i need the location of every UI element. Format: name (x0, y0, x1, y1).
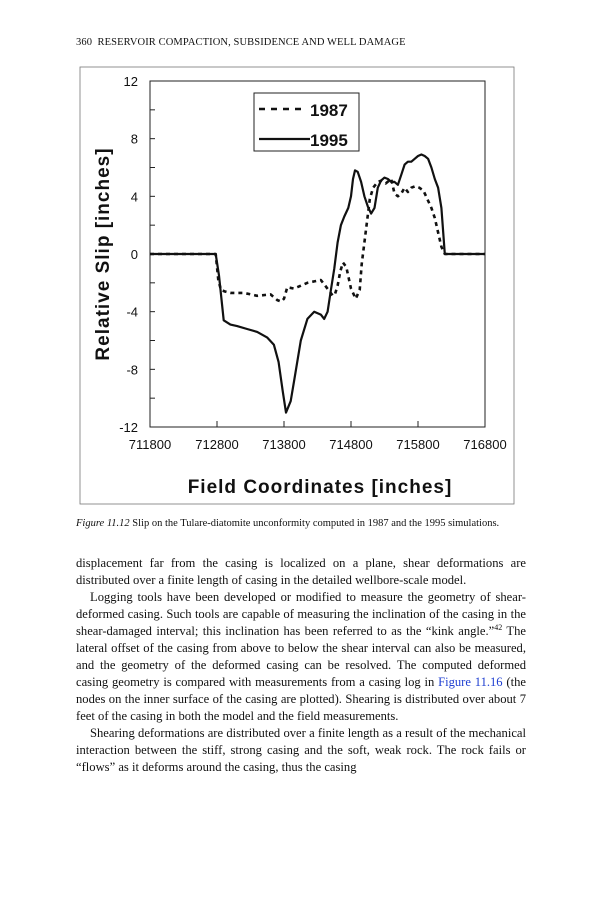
page-number: 360 (76, 37, 93, 48)
series-line-1995 (150, 155, 485, 413)
paragraph-text: The lateral offset of the casing from above to below the shear interval can also be measured, and the geometry of the deformed casing can be resolved. The computed deformed casing geometry is compared with measurements from a casing log in (76, 624, 526, 689)
series-line-1987 (150, 179, 485, 302)
series-group (150, 155, 485, 413)
legend-label-1995: 1995 (310, 131, 348, 150)
caption-text: Slip on the Tulare-diatomite unconformity computed in 1987 and the 1995 simulations. (129, 518, 500, 529)
y-tick-label: 8 (130, 131, 138, 147)
y-tick-label: 0 (130, 247, 138, 262)
y-axis-label: Relative Slip [inches] (93, 147, 114, 361)
legend (254, 93, 359, 151)
x-tick-label: 711800 (128, 437, 172, 452)
figure-11-12 (79, 66, 515, 506)
legend-label-1987: 1987 (310, 101, 348, 120)
y-tick-label: -4 (126, 304, 138, 320)
figure-link[interactable]: Figure 11.16 (438, 675, 503, 689)
paragraph-text: Logging tools have been developed or modified to measure the geometry of shear-deformed casing. Such tools are capable of measuring the inclination of the casing in the shear-damaged interval; this inclination has been referred to as the “kink angle.” (76, 590, 526, 638)
x-tick-label: 712800 (195, 437, 239, 452)
figure-caption (76, 517, 528, 530)
body-text (76, 555, 526, 776)
x-tick-label: 714800 (329, 437, 373, 452)
x-axis-label: Field Coordinates [inches] (187, 477, 453, 498)
y-tick-label: 4 (130, 189, 138, 205)
paragraph-text: (the nodes on the inner surface of the casing are plotted). Shearing is distributed over about 7 feet of the casing in both the model and the field measurements. (76, 675, 526, 723)
slip-chart (79, 66, 515, 506)
caption-label: Figure 11.12 (76, 518, 130, 529)
y-tick-label: -12 (119, 420, 138, 435)
x-tick-label: 716800 (463, 437, 507, 452)
paragraph: displacement far from the casing is localized on a plane, shear deformations are distributed over a finite length of casing in the detailed wellbore-scale model. (76, 556, 526, 587)
paragraph (76, 589, 526, 725)
y-tick-label: -8 (126, 362, 138, 378)
running-header (76, 37, 406, 48)
y-tick-label: 12 (123, 74, 138, 89)
reference-superscript: 42 (494, 622, 503, 632)
x-axis (129, 421, 507, 452)
x-tick-label: 713800 (262, 437, 306, 452)
x-tick-label: 715800 (396, 437, 440, 452)
running-title: RESERVOIR COMPACTION, SUBSIDENCE AND WELL DAMAGE (97, 37, 406, 48)
paragraph: Shearing deformations are distributed over a finite length as a result of the mechanical interaction between the stiff, strong casing and the soft, weak rock. The rock fails or “flows” as it deforms around the casing, thus the casing (76, 726, 526, 774)
